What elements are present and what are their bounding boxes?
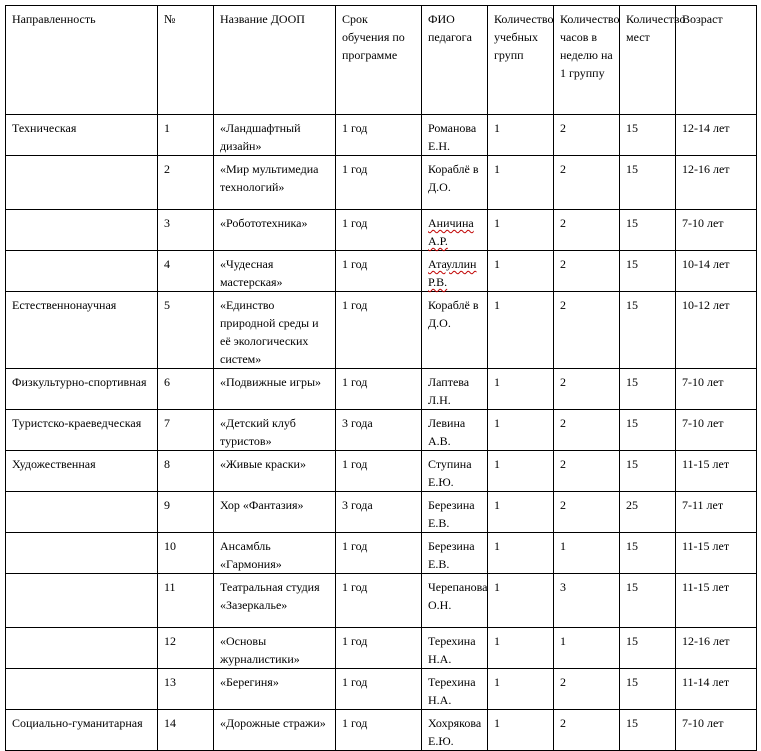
cell-direction — [6, 574, 158, 628]
cell-places: 15 — [620, 156, 676, 210]
cell-term: 1 год — [336, 251, 422, 292]
cell-places: 15 — [620, 115, 676, 156]
cell-age: 7-11 лет — [676, 492, 757, 533]
cell-age: 12-16 лет — [676, 628, 757, 669]
cell-hours: 2 — [554, 115, 620, 156]
cell-name: «Мир мультимедиа технологий» — [214, 156, 336, 210]
cell-age: 11-15 лет — [676, 533, 757, 574]
cell-direction — [6, 492, 158, 533]
cell-groups: 1 — [488, 628, 554, 669]
cell-term: 1 год — [336, 115, 422, 156]
cell-direction: Художественная — [6, 451, 158, 492]
table-row — [6, 669, 757, 710]
cell-teacher: Терехина Н.А. — [422, 628, 488, 669]
header-teacher: ФИО педагога — [422, 6, 488, 115]
cell-places: 15 — [620, 628, 676, 669]
header-term: Срок обучения по программе — [336, 6, 422, 115]
cell-name: «Дорожные стражи» — [214, 710, 336, 751]
cell-teacher: Кораблё в Д.О. — [422, 156, 488, 210]
table-row — [6, 492, 757, 533]
cell-groups: 1 — [488, 156, 554, 210]
cell-age: 7-10 лет — [676, 710, 757, 751]
cell-groups: 1 — [488, 251, 554, 292]
cell-direction — [6, 156, 158, 210]
cell-name: «Детский клуб туристов» — [214, 410, 336, 451]
table-row — [6, 451, 757, 492]
cell-teacher: Ступина Е.Ю. — [422, 451, 488, 492]
table-row — [6, 292, 757, 369]
cell-age: 10-14 лет — [676, 251, 757, 292]
cell-direction: Социально-гуманитарная — [6, 710, 158, 751]
cell-term: 1 год — [336, 669, 422, 710]
cell-places: 15 — [620, 410, 676, 451]
cell-direction: Туристско-краеведческая — [6, 410, 158, 451]
table-row — [6, 156, 757, 210]
cell-places: 15 — [620, 451, 676, 492]
cell-groups: 1 — [488, 210, 554, 251]
cell-age: 7-10 лет — [676, 410, 757, 451]
cell-name: «Единство природной среды и её экологических систем» — [214, 292, 336, 369]
table-row — [6, 574, 757, 628]
cell-num: 13 — [158, 669, 214, 710]
cell-groups: 1 — [488, 710, 554, 751]
table-row — [6, 210, 757, 251]
header-name: Название ДООП — [214, 6, 336, 115]
cell-direction — [6, 669, 158, 710]
cell-term: 1 год — [336, 710, 422, 751]
cell-hours: 1 — [554, 628, 620, 669]
cell-places: 15 — [620, 369, 676, 410]
cell-num: 10 — [158, 533, 214, 574]
cell-places: 15 — [620, 210, 676, 251]
cell-hours: 2 — [554, 156, 620, 210]
cell-groups: 1 — [488, 669, 554, 710]
cell-num: 14 — [158, 710, 214, 751]
cell-teacher: Романова Е.Н. — [422, 115, 488, 156]
header-row — [6, 6, 757, 115]
cell-age: 10-12 лет — [676, 292, 757, 369]
cell-term: 1 год — [336, 210, 422, 251]
cell-teacher: Черепанова О.Н. — [422, 574, 488, 628]
cell-age: 7-10 лет — [676, 369, 757, 410]
cell-places: 15 — [620, 710, 676, 751]
cell-hours: 3 — [554, 574, 620, 628]
cell-direction: Физкультурно-спортивная — [6, 369, 158, 410]
cell-term: 3 года — [336, 492, 422, 533]
cell-groups: 1 — [488, 533, 554, 574]
cell-age: 12-14 лет — [676, 115, 757, 156]
cell-groups: 1 — [488, 369, 554, 410]
header-age: Возраст — [676, 6, 757, 115]
cell-name: Ансамбль «Гармония» — [214, 533, 336, 574]
cell-groups: 1 — [488, 574, 554, 628]
cell-teacher: Лаптева Л.Н. — [422, 369, 488, 410]
cell-age: 12-16 лет — [676, 156, 757, 210]
header-direction: Направленность — [6, 6, 158, 115]
cell-teacher: Березина Е.В. — [422, 533, 488, 574]
cell-term: 3 года — [336, 410, 422, 451]
header-places: Количество мест — [620, 6, 676, 115]
cell-places: 15 — [620, 251, 676, 292]
cell-places: 25 — [620, 492, 676, 533]
cell-groups: 1 — [488, 410, 554, 451]
cell-hours: 2 — [554, 410, 620, 451]
cell-num: 2 — [158, 156, 214, 210]
cell-groups: 1 — [488, 115, 554, 156]
cell-groups: 1 — [488, 451, 554, 492]
cell-age: 11-15 лет — [676, 451, 757, 492]
table-row — [6, 533, 757, 574]
cell-places: 15 — [620, 533, 676, 574]
cell-direction — [6, 533, 158, 574]
cell-direction — [6, 210, 158, 251]
cell-hours: 2 — [554, 251, 620, 292]
cell-places: 15 — [620, 574, 676, 628]
cell-direction — [6, 628, 158, 669]
cell-teacher: Хохрякова Е.Ю. — [422, 710, 488, 751]
header-hours: Количество часов в неделю на 1 группу — [554, 6, 620, 115]
table-row — [6, 710, 757, 751]
cell-hours: 2 — [554, 210, 620, 251]
cell-age: 11-15 лет — [676, 574, 757, 628]
cell-num: 7 — [158, 410, 214, 451]
header-groups: Количество учебных групп — [488, 6, 554, 115]
cell-teacher: Левина А.В. — [422, 410, 488, 451]
cell-name: «Основы журналистики» — [214, 628, 336, 669]
cell-term: 1 год — [336, 156, 422, 210]
cell-places: 15 — [620, 669, 676, 710]
cell-age: 11-14 лет — [676, 669, 757, 710]
cell-num: 8 — [158, 451, 214, 492]
cell-term: 1 год — [336, 369, 422, 410]
table-row — [6, 410, 757, 451]
cell-teacher: Кораблё в Д.О. — [422, 292, 488, 369]
cell-name: «Живые краски» — [214, 451, 336, 492]
cell-hours: 2 — [554, 369, 620, 410]
cell-name: «Подвижные игры» — [214, 369, 336, 410]
cell-hours: 2 — [554, 669, 620, 710]
table-row — [6, 628, 757, 669]
cell-hours: 2 — [554, 451, 620, 492]
cell-num: 5 — [158, 292, 214, 369]
table-row — [6, 115, 757, 156]
cell-direction: Техническая — [6, 115, 158, 156]
cell-direction — [6, 251, 158, 292]
cell-groups: 1 — [488, 292, 554, 369]
cell-term: 1 год — [336, 574, 422, 628]
cell-hours: 1 — [554, 533, 620, 574]
cell-name: Хор «Фантазия» — [214, 492, 336, 533]
cell-num: 11 — [158, 574, 214, 628]
cell-hours: 2 — [554, 292, 620, 369]
programs-table — [5, 5, 757, 751]
cell-num: 6 — [158, 369, 214, 410]
cell-num: 12 — [158, 628, 214, 669]
cell-num: 4 — [158, 251, 214, 292]
cell-name: «Берегиня» — [214, 669, 336, 710]
cell-term: 1 год — [336, 292, 422, 369]
cell-teacher: Терехина Н.А. — [422, 669, 488, 710]
cell-hours: 2 — [554, 492, 620, 533]
cell-groups: 1 — [488, 492, 554, 533]
cell-name: Театральная студия «Зазеркалье» — [214, 574, 336, 628]
table-row — [6, 369, 757, 410]
cell-name: «Ландшафтный дизайн» — [214, 115, 336, 156]
cell-hours: 2 — [554, 710, 620, 751]
cell-term: 1 год — [336, 451, 422, 492]
cell-direction: Естественнонаучная — [6, 292, 158, 369]
cell-places: 15 — [620, 292, 676, 369]
cell-num: 9 — [158, 492, 214, 533]
table-row — [6, 251, 757, 292]
cell-name: «Робототехника» — [214, 210, 336, 251]
cell-teacher: Аничина А.Р. — [422, 210, 488, 251]
cell-age: 7-10 лет — [676, 210, 757, 251]
cell-teacher: Березина Е.В. — [422, 492, 488, 533]
cell-teacher: Атауллин Р.В. — [422, 251, 488, 292]
cell-term: 1 год — [336, 533, 422, 574]
cell-term: 1 год — [336, 628, 422, 669]
cell-num: 3 — [158, 210, 214, 251]
header-num: № — [158, 6, 214, 115]
cell-num: 1 — [158, 115, 214, 156]
cell-name: «Чудесная мастерская» — [214, 251, 336, 292]
